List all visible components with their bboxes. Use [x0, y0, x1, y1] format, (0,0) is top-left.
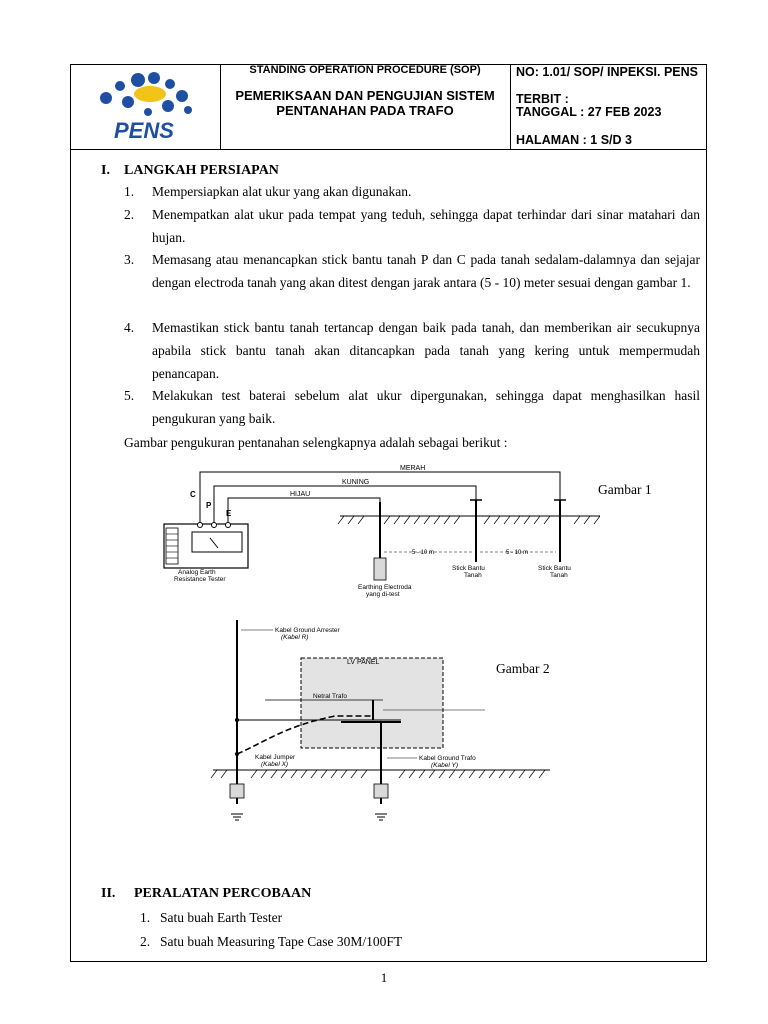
sop-label: STANDING OPERATION PROCEDURE (SOP) [249, 64, 481, 76]
list-item: Mempersiapkan alat ukur yang akan digunakan. [152, 184, 412, 199]
list-item: Memastikan stick bantu tanah tertancap dengan baik pada tanah, dan memberikan air secukupnya apabila stick bantu tanah akan ditancapkan pada tanah yang kering untuk mempermudah penancapan. [152, 320, 700, 381]
list-item: Satu buah Earth Tester [160, 910, 283, 925]
terminal-p-label: P [206, 501, 212, 510]
terminal-e-label: E [226, 509, 232, 518]
section2-heading: PERALATAN PERCOBAAN [134, 886, 312, 901]
doc-number: NO: 1.01/ SOP/ INPEKSI. PENS [516, 65, 699, 79]
header-divider-right [510, 64, 511, 150]
netral-label: Netral Trafo [313, 693, 347, 700]
ground-trafo-sub: (Kabel Y) [431, 762, 458, 769]
terminal-c-label: C [190, 490, 196, 499]
pens-logo [92, 70, 202, 144]
tester-label: Analog Earth [178, 569, 216, 576]
figure1-diagram [160, 462, 600, 598]
logo-text: PENS [114, 118, 174, 143]
ground-trafo-label: Kabel Ground Trafo [419, 755, 476, 762]
item-number: 3. [124, 252, 135, 267]
jumper-sub: (Kabel X) [261, 761, 289, 768]
wire-merah-label: MERAH [400, 465, 426, 472]
header-divider [70, 149, 707, 150]
figure2-caption: Gambar 2 [496, 661, 550, 676]
panel-label: LV PANEL [347, 659, 380, 666]
arrester-label: Kabel Ground Arrester [275, 627, 340, 634]
sop-title: PEMERIKSAAN DAN PENGUJIAN SISTEM PENTANAHAN PADA TRAFO [235, 88, 495, 118]
item-number: 5. [124, 388, 135, 403]
list-item: Memasang atau menancapkan stick bantu tanah P dan C pada tanah sedalam-dalamnya dan sejajar dengan electroda tanah yang akan ditest dengan jarak antara (5 - 10) meter sesuai dengan gambar 1. [152, 252, 700, 290]
wire-kuning-label: KUNING [342, 479, 370, 486]
figure2-diagram [205, 614, 555, 824]
halaman-label: HALAMAN : 1 S/D 3 [516, 133, 632, 147]
stick-label: Stick Bantu [538, 565, 571, 572]
tanggal-label: TANGGAL : 27 FEB 2023 [516, 105, 662, 119]
item-number: 1. [124, 184, 135, 199]
tester-label: Resistance Tester [174, 576, 226, 583]
figure1-caption: Gambar 1 [598, 482, 652, 497]
arrester-sub: (Kabel R) [281, 634, 309, 641]
jumper-label: Kabel Jumper [255, 754, 296, 761]
electrode-label: Earthing Electroda [358, 584, 412, 591]
header-divider-left [220, 64, 221, 150]
item-number: 1. [140, 910, 151, 925]
distance-label: 5 - 10 m [506, 550, 529, 556]
section2-number: II. [101, 886, 116, 901]
list-item: Satu buah Measuring Tape Case 30M/100FT [160, 934, 403, 949]
list-item: Menempatkan alat ukur pada tempat yang teduh, sehingga dapat terhindar dari sinar matahari dan hujan. [152, 207, 700, 245]
item-number: 2. [140, 934, 151, 949]
distance-label: 5 - 10 m [412, 550, 435, 556]
section1-heading: LANGKAH PERSIAPAN [124, 163, 279, 178]
item-number: 4. [124, 320, 135, 335]
electrode-label: yang di-test [366, 591, 400, 598]
list-item: Melakukan test baterai sebelum alat ukur dipergunakan, sehingga dapat menghasilkan hasil pengukuran yang baik. [152, 388, 700, 426]
section1-number: I. [101, 163, 110, 178]
terbit-label: TERBIT : [516, 92, 569, 106]
figure-intro: Gambar pengukuran pentanahan selengkapnya adalah sebagai berikut : [124, 435, 508, 450]
stick-label: Tanah [550, 572, 568, 579]
stick-label: Tanah [464, 572, 482, 579]
page-number: 1 [380, 970, 388, 985]
wire-hijau-label: HIJAU [290, 491, 311, 498]
item-number: 2. [124, 207, 135, 222]
stick-label: Stick Bantu [452, 565, 485, 572]
